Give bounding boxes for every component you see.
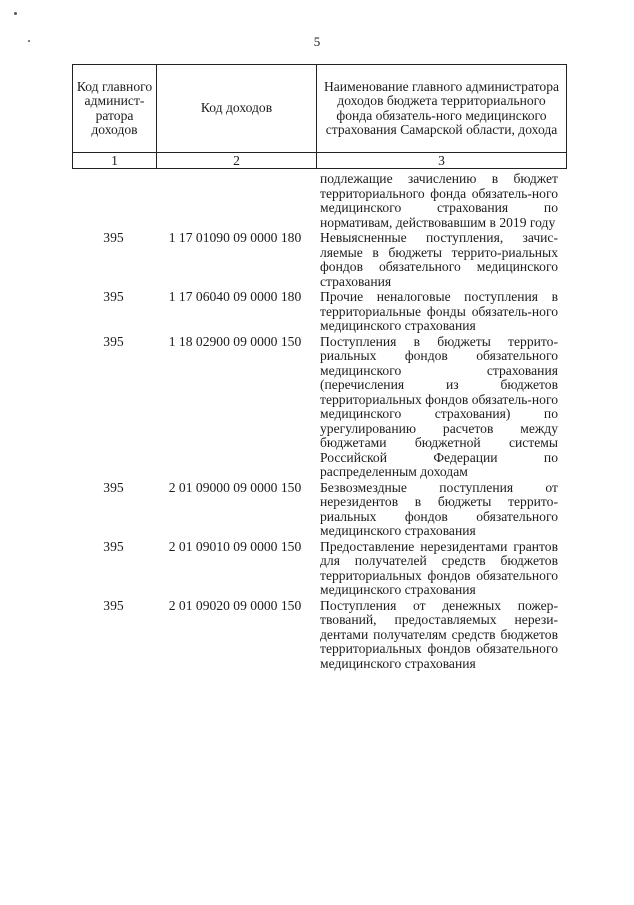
income-code: 2 01 09000 09 0000 150 (168, 479, 302, 495)
scan-speck (14, 12, 17, 15)
income-code: 2 01 09020 09 0000 150 (168, 597, 302, 613)
income-code: 1 18 02900 09 0000 150 (168, 333, 302, 349)
admin-code: 395 (103, 333, 124, 349)
income-name: Прочие неналоговые поступления в территориальные фонды обязатель-ного медицинского страхования (320, 289, 558, 333)
income-code: 2 01 09010 09 0000 150 (168, 538, 302, 554)
header-income-code: Код доходов (157, 65, 317, 153)
column-number-1: 1 (73, 153, 157, 169)
admin-code: 395 (103, 597, 124, 613)
header-table (72, 64, 567, 169)
table-row (72, 481, 566, 539)
header-name: Наименование главного администратора доходов бюджета территориального фонда обязатель-ного медицинского страхования Самарской области, дохода (317, 65, 567, 153)
income-code: 1 17 01090 09 0000 180 (168, 230, 302, 245)
income-name: Поступления от денежных пожер-твований, предоставляемых нерези-дентами получателям средств бюджетов территориальных фондов обязательного медицинского страхования (320, 597, 558, 671)
table-row (72, 335, 566, 480)
table-row (72, 599, 566, 672)
table-row (72, 231, 566, 289)
column-number-3: 3 (317, 153, 567, 169)
header-row (73, 65, 567, 153)
table-row (72, 540, 566, 598)
admin-code: 395 (103, 289, 124, 304)
income-code: 1 17 06040 09 0000 180 (168, 289, 302, 304)
header-number-row (73, 153, 567, 169)
income-name: Безвозмездные поступления от нерезидентов в бюджеты террито-риальных фондов обязательного медицинского страхования (320, 479, 558, 538)
income-name: Поступления в бюджеты террито-риальных фондов обязательного медицинского страхования (перечисления из бюджетов территориальных фондов обязатель-ного медицинского страхования) по урегулированию расчетов между бюджетами бюджетной системы Российской Федерации по распределенным доходам (320, 333, 558, 479)
income-name: Невыясненные поступления, зачис-ляемые в бюджеты террито-риальных фондов обязательного медицинского страхования (320, 230, 558, 289)
table-body (72, 172, 566, 672)
admin-code: 395 (103, 479, 124, 495)
income-name: Предоставление нерезидентами грантов для получателей средств бюджетов территориальных фондов обязательного медицинского страхования (320, 538, 558, 597)
page-number: 5 (313, 34, 321, 49)
header-admin-code: Код главного админист-ратора доходов (73, 65, 157, 153)
table-row (72, 172, 566, 230)
admin-code: 395 (103, 230, 124, 245)
column-number-2: 2 (157, 153, 317, 169)
table-row (72, 290, 566, 334)
admin-code: 395 (103, 538, 124, 554)
income-name: подлежащие зачислению в бюджет территориального фонда обязатель-ного медицинского страхования по нормативам, действовавшим в 2019 году (320, 171, 558, 230)
